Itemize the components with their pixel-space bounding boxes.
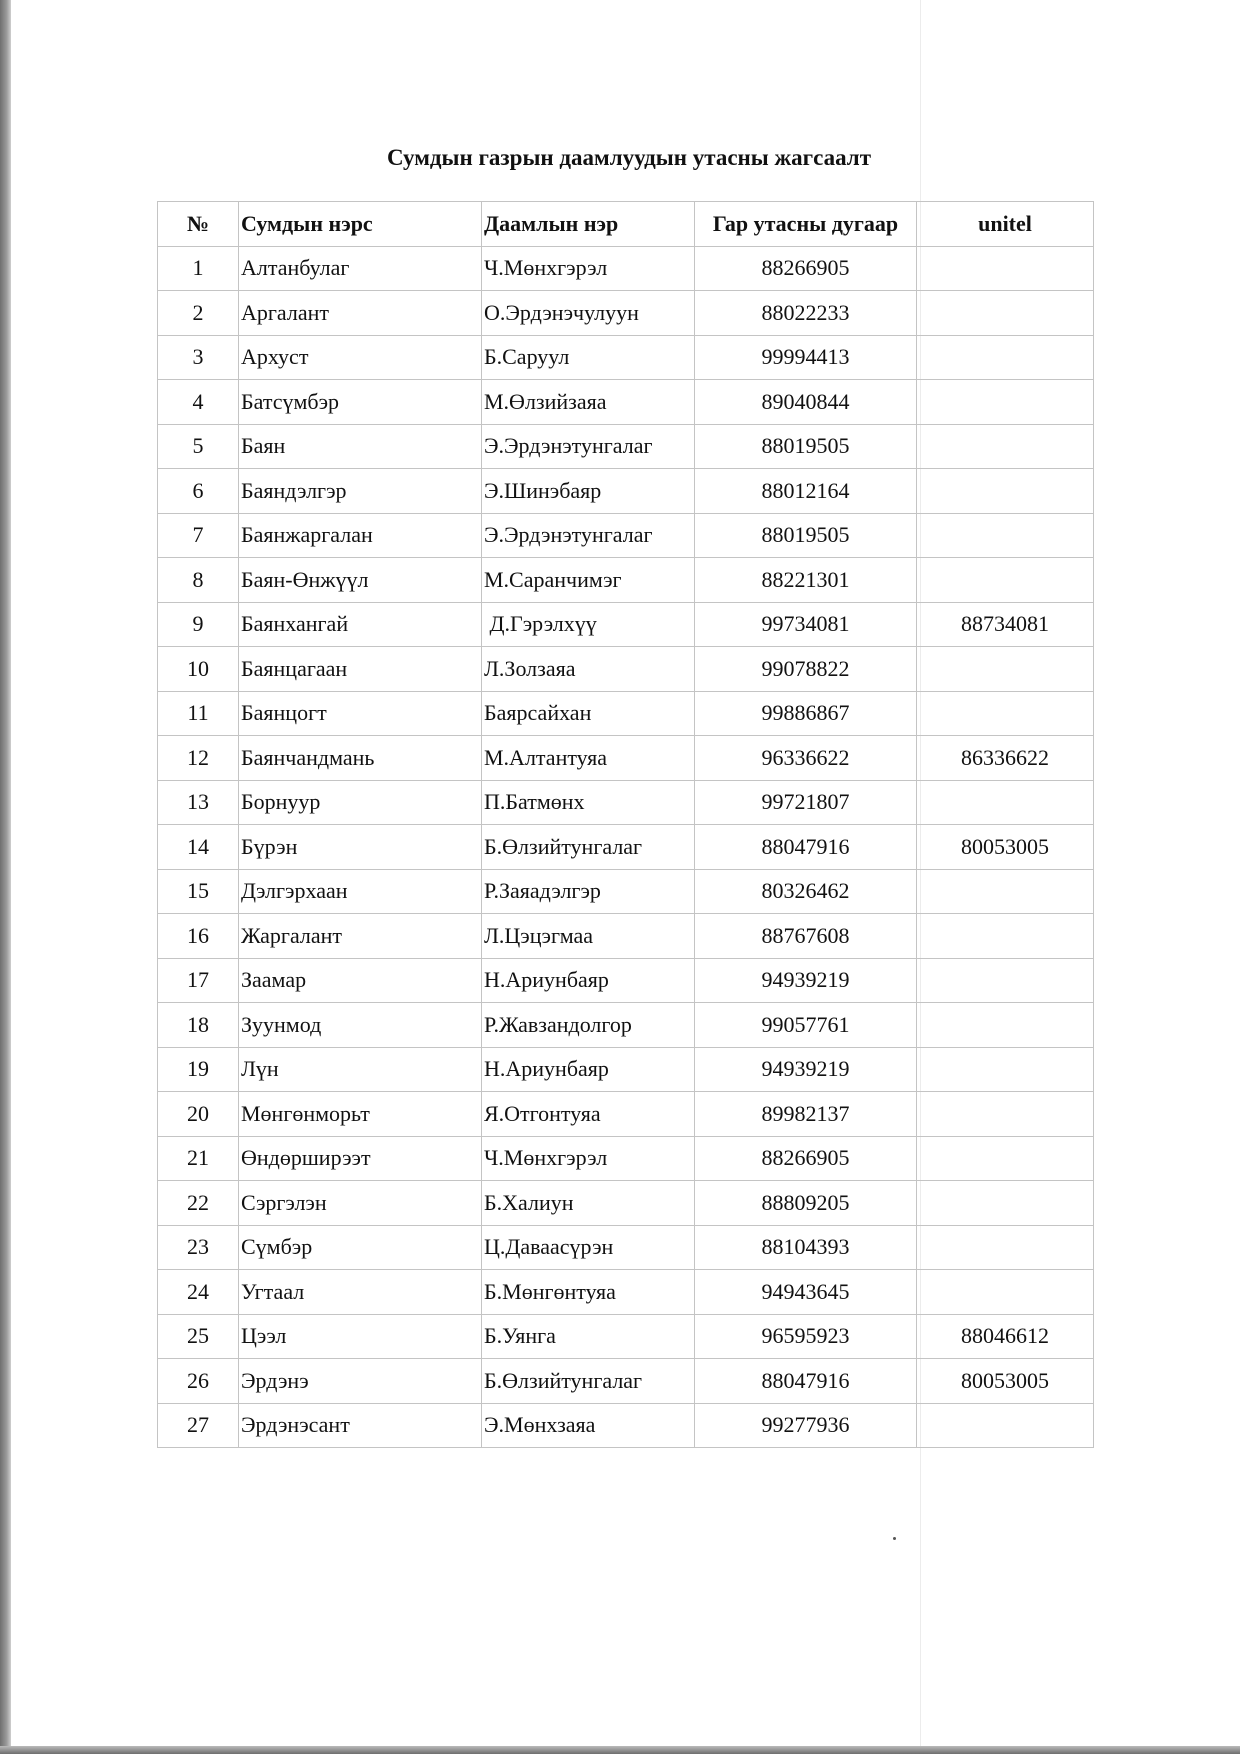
table-row — [158, 1359, 1094, 1404]
table-header-row — [158, 202, 1094, 247]
cell-no: 10 — [158, 647, 239, 692]
cell-mobile-phone: 88266905 — [695, 1136, 917, 1181]
cell-no: 14 — [158, 825, 239, 870]
cell-officer-name: Д.Гэрэлхүү — [482, 602, 695, 647]
cell-sum-name: Эрдэнэ — [239, 1359, 482, 1404]
table-row — [158, 780, 1094, 825]
cell-mobile-phone: 99721807 — [695, 780, 917, 825]
cell-mobile-phone: 94939219 — [695, 1047, 917, 1092]
cell-sum-name: Бүрэн — [239, 825, 482, 870]
cell-no: 22 — [158, 1181, 239, 1226]
table-row — [158, 1403, 1094, 1448]
cell-sum-name: Баянхангай — [239, 602, 482, 647]
cell-mobile-phone: 99886867 — [695, 691, 917, 736]
cell-mobile-phone: 96595923 — [695, 1314, 917, 1359]
cell-officer-name: М.Өлзийзаяа — [482, 380, 695, 425]
table-row — [158, 691, 1094, 736]
cell-no: 18 — [158, 1003, 239, 1048]
cell-unitel — [917, 1003, 1094, 1048]
cell-unitel — [917, 424, 1094, 469]
cell-officer-name: М.Саранчимэг — [482, 558, 695, 603]
cell-officer-name: Б.Мөнгөнтуяа — [482, 1270, 695, 1315]
cell-sum-name: Дэлгэрхаан — [239, 869, 482, 914]
cell-no: 27 — [158, 1403, 239, 1448]
cell-unitel — [917, 335, 1094, 380]
cell-sum-name: Эрдэнэсант — [239, 1403, 482, 1448]
table-row — [158, 1181, 1094, 1226]
cell-unitel — [917, 1136, 1094, 1181]
cell-mobile-phone: 88047916 — [695, 825, 917, 870]
cell-unitel — [917, 1403, 1094, 1448]
cell-mobile-phone: 80326462 — [695, 869, 917, 914]
cell-unitel: 86336622 — [917, 736, 1094, 781]
cell-no: 7 — [158, 513, 239, 558]
cell-officer-name: Р.Заяадэлгэр — [482, 869, 695, 914]
cell-unitel — [917, 1092, 1094, 1137]
cell-officer-name: Б.Өлзийтунгалаг — [482, 825, 695, 870]
cell-unitel — [917, 780, 1094, 825]
cell-officer-name: Э.Эрдэнэтунгалаг — [482, 513, 695, 558]
table-row — [158, 380, 1094, 425]
cell-officer-name: Н.Ариунбаяр — [482, 1047, 695, 1092]
cell-unitel — [917, 647, 1094, 692]
cell-no: 24 — [158, 1270, 239, 1315]
cell-no: 23 — [158, 1225, 239, 1270]
cell-no: 16 — [158, 914, 239, 959]
cell-officer-name: Э.Эрдэнэтунгалаг — [482, 424, 695, 469]
cell-unitel — [917, 246, 1094, 291]
table-row — [158, 558, 1094, 603]
scan-edge-left — [0, 0, 11, 1754]
table-row — [158, 335, 1094, 380]
cell-no: 20 — [158, 1092, 239, 1137]
cell-officer-name: Б.Өлзийтунгалаг — [482, 1359, 695, 1404]
cell-mobile-phone: 88767608 — [695, 914, 917, 959]
cell-unitel: 88046612 — [917, 1314, 1094, 1359]
cell-officer-name: Э.Шинэбаяр — [482, 469, 695, 514]
cell-unitel — [917, 1047, 1094, 1092]
cell-officer-name: Р.Жавзандолгор — [482, 1003, 695, 1048]
cell-officer-name: Б.Халиун — [482, 1181, 695, 1226]
header-sum-name: Сумдын нэрс — [239, 202, 482, 247]
cell-officer-name: Л.Цэцэгмаа — [482, 914, 695, 959]
cell-unitel — [917, 558, 1094, 603]
cell-no: 8 — [158, 558, 239, 603]
table-row — [158, 1314, 1094, 1359]
cell-sum-name: Лүн — [239, 1047, 482, 1092]
table-row — [158, 1270, 1094, 1315]
cell-no: 9 — [158, 602, 239, 647]
cell-mobile-phone: 88022233 — [695, 291, 917, 336]
cell-unitel — [917, 691, 1094, 736]
cell-mobile-phone: 88809205 — [695, 1181, 917, 1226]
cell-officer-name: Э.Мөнхзаяа — [482, 1403, 695, 1448]
table-row — [158, 469, 1094, 514]
cell-officer-name: Н.Ариунбаяр — [482, 958, 695, 1003]
table-row — [158, 1003, 1094, 1048]
cell-unitel — [917, 869, 1094, 914]
table-row — [158, 1136, 1094, 1181]
cell-officer-name: П.Батмөнх — [482, 780, 695, 825]
cell-sum-name: Жаргалант — [239, 914, 482, 959]
cell-no: 19 — [158, 1047, 239, 1092]
cell-unitel — [917, 380, 1094, 425]
cell-sum-name: Угтаал — [239, 1270, 482, 1315]
cell-unitel — [917, 1270, 1094, 1315]
cell-sum-name: Мөнгөнморьт — [239, 1092, 482, 1137]
table-row — [158, 914, 1094, 959]
cell-sum-name: Баянцагаан — [239, 647, 482, 692]
cell-mobile-phone: 89982137 — [695, 1092, 917, 1137]
cell-sum-name: Зуунмод — [239, 1003, 482, 1048]
cell-no: 3 — [158, 335, 239, 380]
table-row — [158, 246, 1094, 291]
table-row — [158, 869, 1094, 914]
cell-no: 25 — [158, 1314, 239, 1359]
cell-mobile-phone: 99734081 — [695, 602, 917, 647]
table-row — [158, 513, 1094, 558]
cell-no: 21 — [158, 1136, 239, 1181]
table-row — [158, 647, 1094, 692]
cell-officer-name: Баярсайхан — [482, 691, 695, 736]
cell-mobile-phone: 88221301 — [695, 558, 917, 603]
scan-edge-bottom — [0, 1746, 1240, 1754]
cell-unitel — [917, 513, 1094, 558]
table-row — [158, 958, 1094, 1003]
cell-unitel: 88734081 — [917, 602, 1094, 647]
cell-no: 1 — [158, 246, 239, 291]
cell-unitel — [917, 469, 1094, 514]
header-mobile-phone: Гар утасны дугаар — [695, 202, 917, 247]
cell-sum-name: Сүмбэр — [239, 1225, 482, 1270]
cell-sum-name: Баянжаргалан — [239, 513, 482, 558]
table-row — [158, 424, 1094, 469]
cell-sum-name: Баян-Өнжүүл — [239, 558, 482, 603]
cell-mobile-phone: 88019505 — [695, 513, 917, 558]
table-row — [158, 602, 1094, 647]
cell-mobile-phone: 88104393 — [695, 1225, 917, 1270]
table-row — [158, 736, 1094, 781]
cell-sum-name: Баян — [239, 424, 482, 469]
page-title: Сумдын газрын даамлуудын утасны жагсаалт — [386, 145, 872, 170]
cell-mobile-phone: 99277936 — [695, 1403, 917, 1448]
cell-mobile-phone: 99078822 — [695, 647, 917, 692]
cell-sum-name: Алтанбулаг — [239, 246, 482, 291]
cell-no: 2 — [158, 291, 239, 336]
phone-list-table — [157, 201, 1094, 1448]
cell-sum-name: Борнуур — [239, 780, 482, 825]
cell-officer-name: Ч.Мөнхгэрэл — [482, 246, 695, 291]
header-unitel: unitel — [917, 202, 1094, 247]
cell-sum-name: Баяндэлгэр — [239, 469, 482, 514]
cell-mobile-phone: 88019505 — [695, 424, 917, 469]
cell-unitel: 80053005 — [917, 825, 1094, 870]
cell-mobile-phone: 88012164 — [695, 469, 917, 514]
table-row — [158, 1047, 1094, 1092]
cell-officer-name: М.Алтантуяа — [482, 736, 695, 781]
cell-officer-name: Л.Золзаяа — [482, 647, 695, 692]
cell-mobile-phone: 88047916 — [695, 1359, 917, 1404]
cell-mobile-phone: 94943645 — [695, 1270, 917, 1315]
cell-mobile-phone: 99057761 — [695, 1003, 917, 1048]
cell-no: 13 — [158, 780, 239, 825]
cell-sum-name: Батсүмбэр — [239, 380, 482, 425]
cell-mobile-phone: 88266905 — [695, 246, 917, 291]
cell-officer-name: Б.Уянга — [482, 1314, 695, 1359]
cell-sum-name: Архуст — [239, 335, 482, 380]
cell-unitel — [917, 291, 1094, 336]
cell-sum-name: Баянцогт — [239, 691, 482, 736]
table-row — [158, 291, 1094, 336]
cell-sum-name: Өндөрширээт — [239, 1136, 482, 1181]
cell-officer-name: Ц.Даваасүрэн — [482, 1225, 695, 1270]
header-officer-name: Даамлын нэр — [482, 202, 695, 247]
cell-unitel — [917, 914, 1094, 959]
table-row — [158, 825, 1094, 870]
cell-sum-name: Баянчандмань — [239, 736, 482, 781]
header-no: № — [158, 202, 239, 247]
cell-sum-name: Аргалант — [239, 291, 482, 336]
cell-no: 11 — [158, 691, 239, 736]
cell-no: 6 — [158, 469, 239, 514]
table-row — [158, 1092, 1094, 1137]
cell-officer-name: О.Эрдэнэчулуун — [482, 291, 695, 336]
cell-mobile-phone: 89040844 — [695, 380, 917, 425]
cell-officer-name: Я.Отгонтуяа — [482, 1092, 695, 1137]
table-row — [158, 1225, 1094, 1270]
cell-unitel — [917, 1225, 1094, 1270]
cell-unitel: 80053005 — [917, 1359, 1094, 1404]
cell-officer-name: Ч.Мөнхгэрэл — [482, 1136, 695, 1181]
cell-no: 12 — [158, 736, 239, 781]
cell-no: 17 — [158, 958, 239, 1003]
scan-speck — [893, 1537, 896, 1540]
cell-sum-name: Заамар — [239, 958, 482, 1003]
cell-mobile-phone: 96336622 — [695, 736, 917, 781]
cell-mobile-phone: 94939219 — [695, 958, 917, 1003]
cell-mobile-phone: 99994413 — [695, 335, 917, 380]
cell-sum-name: Цээл — [239, 1314, 482, 1359]
cell-no: 5 — [158, 424, 239, 469]
cell-no: 26 — [158, 1359, 239, 1404]
cell-no: 15 — [158, 869, 239, 914]
cell-officer-name: Б.Саруул — [482, 335, 695, 380]
cell-sum-name: Сэргэлэн — [239, 1181, 482, 1226]
cell-unitel — [917, 958, 1094, 1003]
cell-unitel — [917, 1181, 1094, 1226]
cell-no: 4 — [158, 380, 239, 425]
